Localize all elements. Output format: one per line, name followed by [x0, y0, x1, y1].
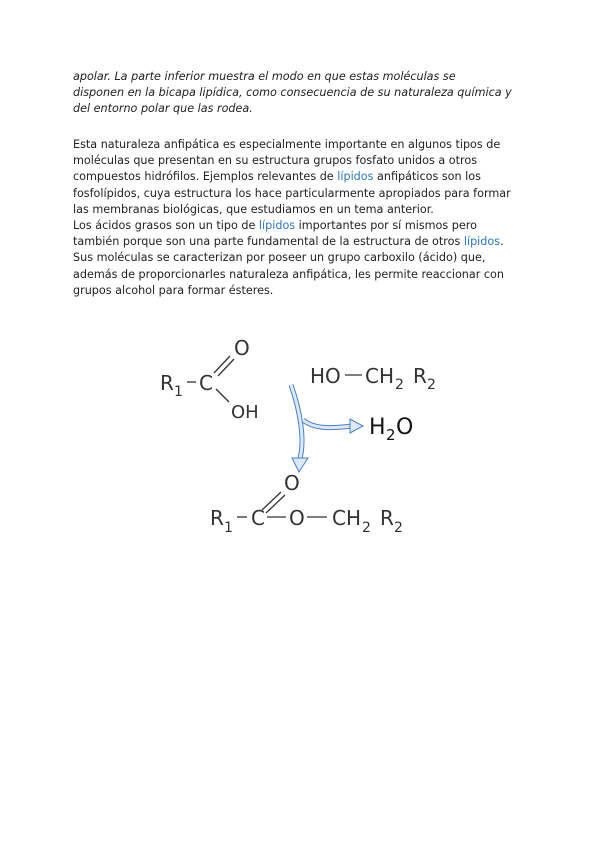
body-line-6: Los ácidos grasos son un tipo de — [73, 219, 259, 233]
body-line-7: también porque son una parte fundamental de la estructura de otros — [73, 235, 464, 249]
intro-line-3: del entorno polar que las rodea. — [73, 102, 253, 116]
acid-oh-bond — [216, 389, 229, 402]
acid-r-subscript: 1 — [174, 384, 183, 400]
body-line-1: Esta naturaleza anfipática es especialmente importante en algunos tipos de — [73, 138, 501, 151]
ester-o-top-label: O — [284, 471, 300, 495]
intro-line-2: disponen en la bicapa lipídica, como consecuencia de su naturaleza química y — [73, 86, 512, 100]
ester-r2-label: R — [380, 506, 394, 530]
body-line-6-end: importantes por sí mismos pero — [295, 219, 477, 233]
acid-c-label: C — [199, 371, 213, 395]
body-line-3: compuestos hidrófilos. Ejemplos relevantes de — [73, 170, 338, 184]
water-subscript: 2 — [386, 426, 396, 444]
arrow-to-ester-head — [292, 458, 308, 472]
water-o-label: O — [396, 415, 414, 440]
ester-c-label: C — [251, 506, 265, 530]
arrow-to-water-head — [350, 419, 363, 433]
acid-oh-label: OH — [231, 402, 259, 423]
body-line-8: Sus moléculas se caracterizan por poseer un grupo carboxilo (ácido) que, — [73, 251, 486, 265]
acid-double-bond-2 — [218, 359, 234, 376]
alcohol-ch-label: CH — [365, 364, 395, 388]
lipidos-link-2[interactable]: lípidos — [258, 219, 296, 233]
lipidos-link-1[interactable]: lípidos — [337, 170, 374, 184]
acid-double-bond-1 — [214, 356, 230, 373]
ester-r1-subscript: 1 — [224, 520, 233, 536]
body-line-9: además de proporcionarles naturaleza anfipática, les permite reaccionar con — [73, 267, 504, 281]
alcohol-r-label: R — [413, 364, 427, 388]
ester-r2-subscript: 2 — [394, 520, 403, 536]
ester-o-label: O — [289, 506, 305, 530]
body-line-10: grupos alcohol para formar ésteres. — [73, 283, 274, 297]
alcohol-r-subscript: 2 — [427, 377, 436, 393]
ester-ch-label: CH — [332, 506, 362, 530]
body-line-2: moléculas que presentan en su estructura grupos fosfato unidos a otros — [73, 154, 478, 168]
alcohol-ho-label: HO — [310, 364, 341, 388]
ester-r1-label: R — [210, 506, 224, 530]
body-line-4: fosfolípidos, cuya estructura los hace particularmente apropiados para formar — [73, 186, 511, 200]
lipidos-link-3[interactable]: lípidos — [463, 235, 501, 249]
body-line-3-end: anfipáticos son los — [373, 170, 481, 184]
body-line-5: las membranas biológicas, que estudiamos en un tema anterior. — [73, 202, 434, 216]
water-h-label: H — [369, 415, 386, 440]
acid-o-label: O — [234, 336, 250, 360]
body-line-7-end: . — [500, 235, 504, 249]
acid-r-label: R — [160, 371, 174, 395]
intro-line-1: apolar. La parte inferior muestra el modo en que estas moléculas se — [73, 70, 456, 83]
alcohol-ch-subscript: 2 — [395, 377, 404, 393]
ester-ch-subscript: 2 — [362, 520, 371, 536]
